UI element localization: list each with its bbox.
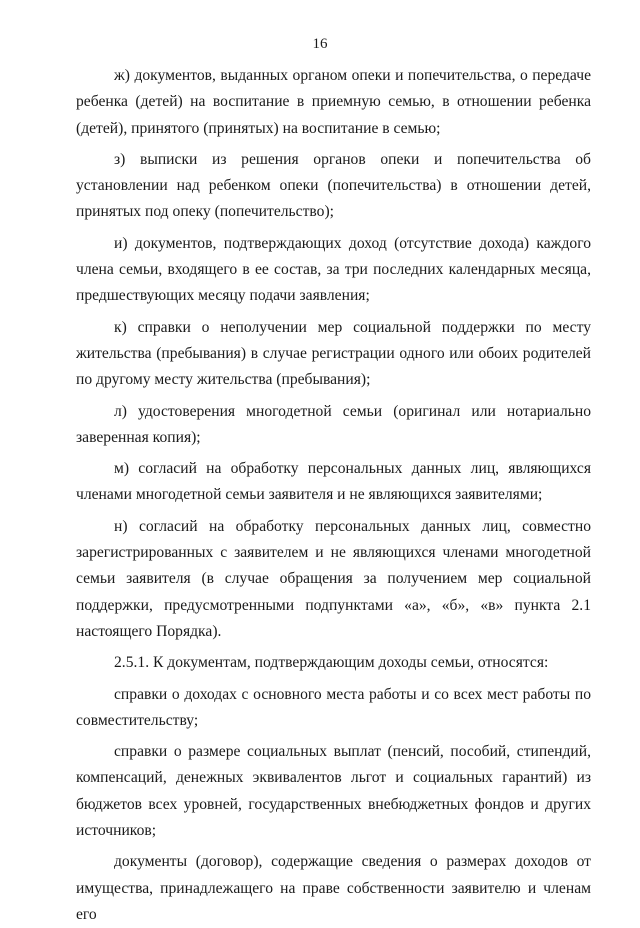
paragraph-income-certificates: справки о доходах с основного места работы и со всех мест работы по совместительству; bbox=[76, 685, 591, 729]
paragraph-i: и) документов, подтверждающих доход (отсутствие дохода) каждого члена семьи, входящего в ее состав, за три последних календарных месяца, предшествующих месяцу подачи заявления; bbox=[76, 234, 591, 305]
paragraph-m: м) согласий на обработку персональных данных лиц, являющихся членами многодетной семьи заявителя и не являющихся заявителями; bbox=[76, 460, 591, 504]
paragraph-property-income: документы (договор), содержащие сведения о размерах доходов от имущества, принадлежащего на праве собственности заявителю и членам его bbox=[76, 853, 591, 923]
paragraph-social-payments: справки о размере социальных выплат (пенсий, пособий, стипендий, компенсаций, денежных эквивалентов льгот и социальных гарантий) из бюджетов всех уровней, государственных внебюджетных фондов и других источников; bbox=[76, 743, 591, 840]
paragraph-n: н) согласий на обработку персональных данных лиц, совместно зарегистрированных с заявителем и не являющихся членами многодетной семьи заявителя (в случае обращения за получением мер социальной поддержки, предусмотренными подпунктами «а», «б», «в» пункта 2.1 настоящего Порядка). bbox=[76, 517, 591, 640]
document-body bbox=[76, 63, 591, 928]
paragraph-l: л) удостоверения многодетной семьи (оригинал или нотариально заверенная копия); bbox=[76, 402, 591, 446]
paragraph-zh: ж) документов, выданных органом опеки и попечительства, о передаче ребенка (детей) на воспитание в приемную семью, в отношении ребенка (детей), принятого (принятых) на воспитание в семью; bbox=[76, 67, 591, 137]
paragraph-k: к) справки о неполучении мер социальной поддержки по месту жительства (пребывания) в случае регистрации одного или обоих родителей по другому месту жительства (пребывания); bbox=[76, 318, 591, 389]
page-number: 16 bbox=[312, 36, 328, 52]
section-2-5-1: 2.5.1. К документам, подтверждающим доходы семьи, относятся: bbox=[114, 654, 549, 672]
paragraph-z: з) выписки из решения органов опеки и попечительства об установлении над ребенком опеки (попечительства) в отношении детей, принятых под опеку (попечительство); bbox=[76, 150, 591, 221]
